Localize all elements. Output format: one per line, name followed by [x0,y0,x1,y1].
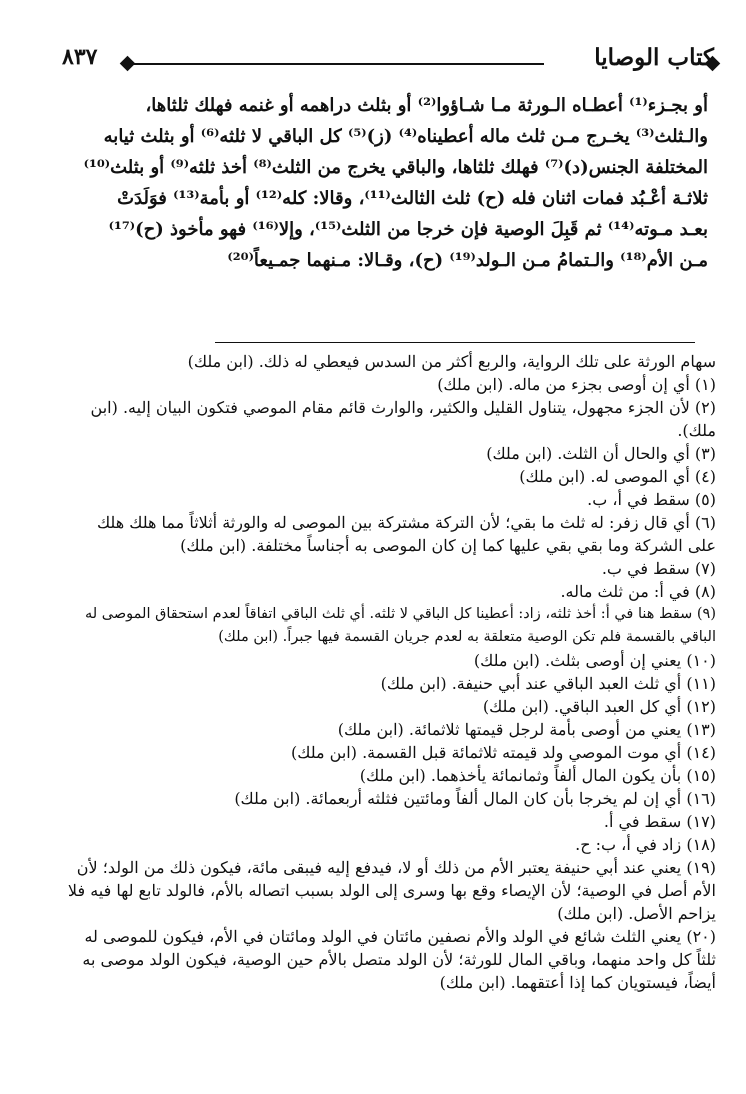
footnote: (١٠) يعني إن أوصى بثلث. (ابن ملك) [473,651,716,670]
footnote: (١٩) يعني عند أبي حنيفة يعتبر الأم من ذلك أو لا، فيدفع إليه فيبقى مائة، فيكون ذلك من الولد؛ لأن الأم أصل في الوصية؛ لأن الإيصاء وقع بها وسرى إلى الولد بسبب اتصاله بالأم، فالولد تابع لها فيه فلا يزاحم الأصل. (ابن ملك) [67,858,716,923]
main-text-line: ثلاثـة أعْـبُد فمات اثنان فله (ح) ثلث الثالث⁽¹¹⁾، وقالا: كله⁽¹²⁾ أو بأمة⁽¹³⁾ فوَلَدَتْ [117,188,708,209]
book-title: كتاب الوصايا [594,44,714,71]
main-text-line: أو بجـزء⁽¹⁾ أعطـاه الـورثة مـا شـاؤوا⁽²⁾ أو بثلث دراهمه أو غنمه فهلك ثلثاها، [145,95,708,116]
footnote: (١٢) أي كل العبد الباقي. (ابن ملك) [482,697,716,716]
footnote: (١١) أي ثلث العبد الباقي عند أبي حنيفة. (ابن ملك) [380,674,716,693]
main-text [60,90,708,276]
main-text-line: المختلفة الجنس(د)⁽⁷⁾ فهلك ثلثاها، والباقي يخرج من الثلث⁽⁸⁾ أخذ ثلثه⁽⁹⁾ أو بثلث⁽¹⁰⁾ [83,157,708,178]
main-text-line: والـثلث⁽³⁾ يخـرج مـن ثلث ماله أعطيناه⁽⁴⁾ (ز)⁽⁵⁾ كل الباقي لا ثلثه⁽⁶⁾ أو بثلث ثيابه [103,126,708,147]
footnote-continuation: سهام الورثة على تلك الرواية، والربع أكثر من السدس فيعطي له ذلك. (ابن ملك) [187,352,716,371]
footnote: (١٨) زاد في أ، ب: ح. [575,835,716,854]
page-number: ٨٣٧ [62,44,98,70]
footnote: (١) أي إن أوصى بجزء من ماله. (ابن ملك) [437,375,716,394]
footnote: (١٣) يعني من أوصى بأمة لرجل قيمتها ثلاثمائة. (ابن ملك) [337,720,716,739]
footnote: (٨) في أ: من ثلث ماله. [560,582,716,601]
footnote: (٦) أي قال زفر: له ثلث ما بقي؛ لأن التركة مشتركة بين الموصى له والورثة أثلاثاً مما هلك هلك على الشركة وما بقي بقي عليها كما إن كان الموصى به أجناساً مختلفة. (ابن ملك) [96,513,716,555]
footnote-separator [215,342,695,343]
page-header [62,44,714,84]
footnote: (٢٠) يعني الثلث شائع في الولد والأم نصفين مائتان في الولد ومائتان في الأم، فيكون للموصى له ثلثاً كل واحد منهما، وباقي المال للورثة؛ لأن الولد متصل بالأم حين الوصية، فيكون الولد موصى به أيضاً، فيستويان كما إذا أعتقهما. (ابن ملك) [82,927,716,992]
main-text-line: مـن الأم⁽¹⁸⁾ والـتمامُ مـن الـولد⁽¹⁹⁾ (ح)، وقـالا: مـنهما جمـيعاً⁽²⁰⁾ [227,250,708,271]
footnote: (٢) لأن الجزء مجهول، يتناول القليل والكثير، والوارث قائم مقام الموصي فتكون البيان إليه. (ابن ملك). [90,398,716,440]
footnotes [66,350,716,994]
diamond-ornament-icon [120,56,136,72]
footnote: (١٥) بأن يكون المال ألفاً وثمانمائة يأخذهما. (ابن ملك) [359,766,716,785]
footnote: (١٦) أي إن لم يخرجا بأن كان المال ألفاً ومائتين فثلثه أربعمائة. (ابن ملك) [234,789,716,808]
footnote: (٣) أي والحال أن الثلث. (ابن ملك) [486,444,716,463]
header-rule [132,63,544,65]
footnote: (٥) سقط في أ، ب. [587,490,716,509]
footnote: (٩) سقط هنا في أ: أخذ ثلثه، زاد: أعطينا كل الباقي لا ثلثه. أي ثلث الباقي اتفاقاً لعدم استحقاق الموصى له الباقي بالقسمة فلم تكن الوصية متعلقة به لعدم جريان القسمة فيها جبراً. (ابن ملك) [84,606,716,645]
footnote: (٤) أي الموصى له. (ابن ملك) [519,467,716,486]
footnote: (٧) سقط في ب. [601,559,716,578]
footnote: (١٧) سقط في أ. [603,812,716,831]
main-text-line: بعـد مـوته⁽¹⁴⁾ ثم قَبِلَ الوصية فإن خرجا من الثلث⁽¹⁵⁾، وإلا⁽¹⁶⁾ فهو مأخوذ (ح)⁽¹⁷⁾ [108,219,708,240]
footnote: (١٤) أي موت الموصي ولد قيمته ثلاثمائة قبل القسمة. (ابن ملك) [290,743,716,762]
